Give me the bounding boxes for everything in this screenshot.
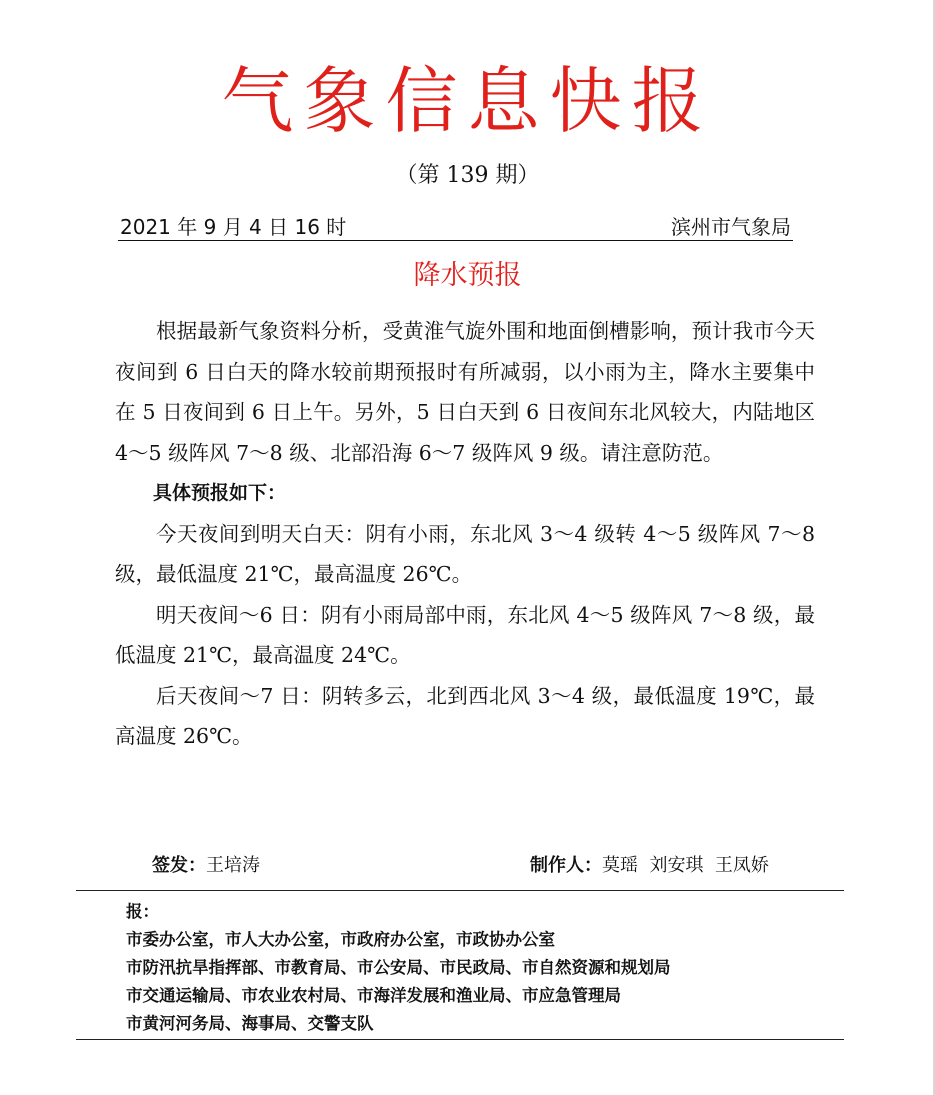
forecast-paragraph-2: 明天夜间～6 日：阴有小雨局部中雨，东北风 4～5 级阵风 7～8 级，最低温度 21℃，最高温度 24℃。: [115, 602, 815, 667]
issue-number: （第 139 期）: [395, 163, 540, 188]
intro-paragraph: 根据最新气象资料分析，受黄淮气旋外围和地面倒槽影响，预计我市今天夜间到 6 日白天的降水较前期预报时有所减弱，以小雨为主，降水主要集中在 5 日夜间到 6 日上午。另外，5 日白天到 6 日夜间东北风较大，内陆地区 4～5 级阵风 7～8 级、北部沿海 6～7 级阵风 9 级。请注意防范。: [115, 319, 815, 465]
distribution-line: 市防汛抗旱指挥部、市教育局、市公安局、市民政局、市自然资源和规划局: [126, 958, 671, 977]
distribution-label: 报：: [126, 902, 159, 921]
distribution-line: 市黄河河务局、海事局、交警支队: [126, 1014, 374, 1033]
issue-date: 2021 年 9 月 4 日 16 时: [120, 215, 347, 239]
issuer-name: 王培涛: [206, 855, 260, 876]
issuer: [152, 851, 260, 881]
forecast-paragraph-1: 今天夜间到明天白天：阴有小雨，东北风 3～4 级转 4～5 级阵风 7～8 级，最低温度 21℃，最高温度 26℃。: [115, 521, 815, 586]
detail-heading: 具体预报如下：: [153, 482, 287, 504]
issuer-label: 签发：: [152, 855, 206, 876]
forecast-body: [115, 311, 815, 757]
producer: [530, 851, 769, 881]
issuing-office: 滨州市气象局: [671, 215, 791, 239]
distribution-line: 市交通运输局、市农业农村局、市海洋发展和渔业局、市应急管理局: [126, 986, 621, 1005]
section-title: 降水预报: [413, 260, 522, 291]
signoff: [0, 851, 935, 881]
divider-bottom: [76, 1039, 844, 1040]
forecast-paragraph-3: 后天夜间～7 日：阴转多云，北到西北风 3～4 级，最低温度 19℃，最高温度 26℃。: [115, 683, 815, 748]
divider-top: [76, 890, 844, 891]
distribution-line: 市委办公室，市人大办公室，市政府办公室，市政协办公室: [126, 930, 555, 949]
dateline: [118, 214, 793, 241]
producer-label: 制作人：: [530, 855, 602, 876]
producer-names: 莫瑶 刘安琪 王凤娇: [602, 855, 769, 876]
masthead-title: 气象信息快报: [221, 59, 714, 143]
distribution-list: [126, 898, 826, 1038]
